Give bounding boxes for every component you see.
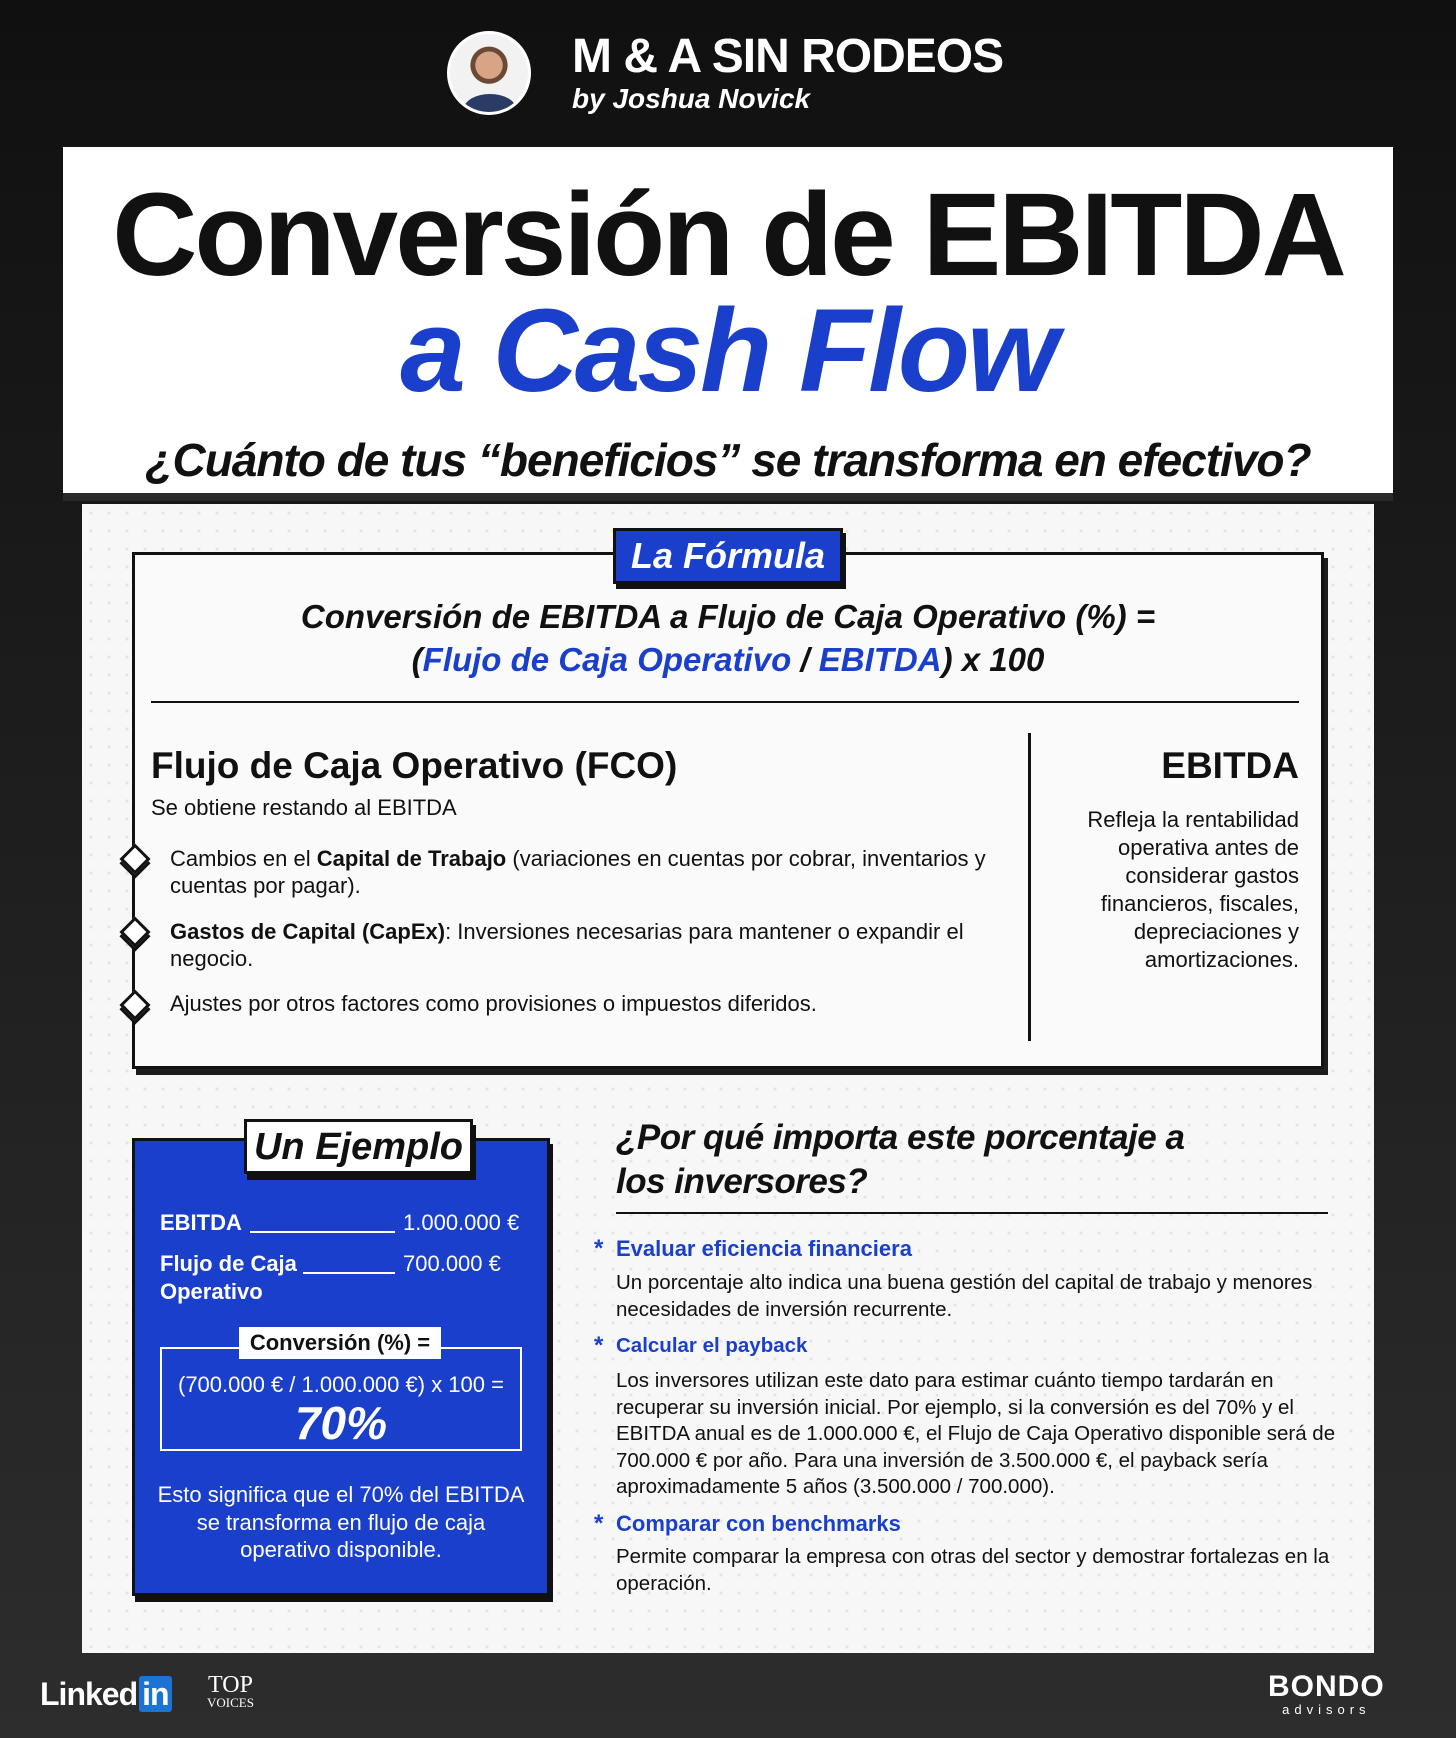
formula-line1: Conversión de EBITDA a Flujo de Caja Operativo (%) = [300, 598, 1156, 635]
why-item-title: Comparar con benchmarks [616, 1511, 901, 1536]
conversion-result: 70% [294, 1397, 388, 1449]
formula-fco: Flujo de Caja Operativo [422, 641, 792, 678]
fco-label2: Operativo [160, 1279, 263, 1304]
fco-heading: Flujo de Caja Operativo (FCO) [151, 745, 678, 786]
fco-bullet [170, 990, 1000, 1017]
why-item-body: Permite comparar la empresa con otras del sector y demostrar fortalezas en la operación. [616, 1545, 1330, 1595]
conversion-label: Conversión (%) = [239, 1327, 441, 1359]
formula-ebitda: EBITDA [818, 641, 942, 678]
title-box [63, 147, 1393, 493]
text: Cambios en el [170, 846, 317, 871]
why-heading-line2: los inversores? [616, 1162, 868, 1201]
fco-value: 700.000 € [403, 1251, 501, 1276]
bondo-text: BONDO [1268, 1670, 1385, 1703]
linkedin-text: Linked [40, 1676, 138, 1712]
fco-label: Flujo de Caja [160, 1251, 297, 1276]
text: : Inversiones necesarias para mantener o expandir el negocio. [170, 919, 964, 971]
formula-tab: La Fórmula [613, 528, 843, 584]
linkedin-logo [40, 1676, 172, 1713]
ebitda-heading: EBITDA [1161, 745, 1299, 786]
asterisk-icon: * [594, 1332, 604, 1359]
bondo-advisors-logo [1268, 1672, 1385, 1717]
text: Ajustes por otros factores como provisiones o impuestos diferidos. [170, 991, 817, 1016]
asterisk-icon: * [594, 1235, 604, 1262]
brand-subtitle: by Joshua Novick [572, 83, 811, 114]
why-item-body: Un porcentaje alto indica una buena gestión del capital de trabajo y menores necesidades de inversión recurrente. [616, 1271, 1313, 1321]
ebitda-text: Refleja la rentabilidad operativa antes de considerar gastos financieros, fiscales, depreciaciones y amortizaciones. [1087, 807, 1299, 972]
why-heading-line1: ¿Por qué importa este porcentaje a [616, 1118, 1185, 1157]
why-heading [616, 1116, 1184, 1204]
asterisk-icon: * [594, 1510, 604, 1537]
why-item-title: Calcular el payback [616, 1334, 808, 1357]
conversion-formula: (700.000 € / 1.000.000 €) x 100 = [178, 1372, 504, 1397]
formula-close: ) x 100 [941, 641, 1045, 678]
slash: / [791, 641, 819, 678]
leader-line [250, 1231, 395, 1233]
linkedin-in-icon: in [139, 1676, 171, 1712]
advisors-text: advisors [1282, 1702, 1371, 1717]
voices-text: VOICES [207, 1695, 254, 1710]
brand-title: M & A SIN RODEOS [572, 30, 1004, 83]
title-line2: a Cash Flow [400, 285, 1056, 417]
bold-text: Capital de Trabajo [316, 846, 507, 871]
fco-subtitle: Se obtiene restando al EBITDA [151, 795, 457, 820]
fco-bullet [170, 918, 1000, 972]
text: (variaciones en cuentas por cobrar, inventarios y cuentas por pagar). [170, 846, 986, 898]
paren: ( [411, 641, 423, 678]
why-item-body: Los inversores utilizan este dato para estimar cuánto tiempo tardarán en recuperar su inversión inicial. Por ejemplo, si la conversión es del 70% y el EBITDA anual es de 1.000.000 €, el Flujo de Caja Operativo disponible será de 700.000 € por año. Para una inversión de 3.500.000 €, el payback sería aproximadamente 5 años (3.500.000 / 700.000). [616, 1369, 1336, 1499]
top-voices-badge [207, 1672, 254, 1712]
title-line1: Conversión de EBITDA [112, 169, 1344, 301]
vertical-divider [1028, 733, 1031, 1041]
formula-line2 [132, 641, 1324, 679]
bold-text: Gastos de Capital (CapEx) [170, 919, 446, 944]
example-description: Esto significa que el 70% del EBITDA se transforma en flujo de caja operativo disponible. [157, 1482, 525, 1562]
fco-bullet [170, 845, 1000, 899]
ebitda-value: 1.000.000 € [403, 1210, 520, 1235]
brand [572, 30, 1003, 114]
example-tab: Un Ejemplo [244, 1119, 473, 1174]
subtitle: ¿Cuánto de tus “beneficios” se transforma en efectivo? [145, 434, 1311, 486]
divider [151, 701, 1299, 703]
why-divider [616, 1212, 1328, 1214]
why-item-title: Evaluar eficiencia financiera [616, 1236, 912, 1261]
leader-line [303, 1272, 395, 1274]
top-text: TOP [208, 1672, 253, 1698]
author-avatar [447, 31, 531, 115]
ebitda-label: EBITDA [160, 1210, 242, 1235]
